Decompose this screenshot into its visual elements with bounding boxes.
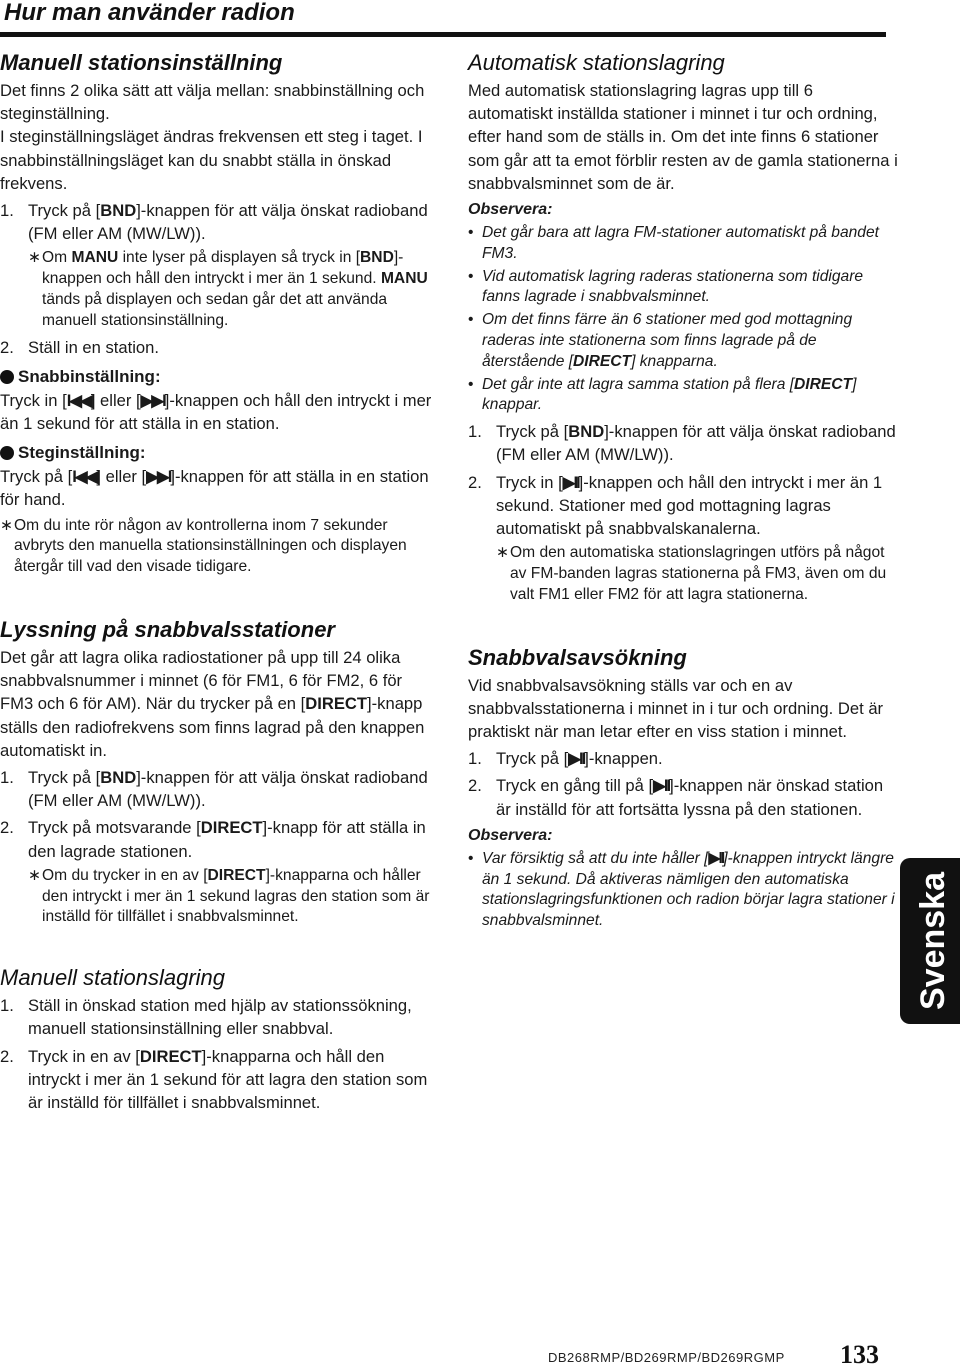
step-number: 1. xyxy=(468,422,482,442)
play-pause-icon: ▶II xyxy=(568,749,585,769)
preset-scan-intro: Vid snabbvalsavsökning ställs var och en av snabbvalsstationerna i minnet in i tur och ordning. Det är praktiskt när man letar efter en viss station i minnet. xyxy=(468,675,884,741)
right-column xyxy=(468,49,898,932)
asterisk-icon: ∗ xyxy=(496,544,510,562)
step-number: 2. xyxy=(468,776,482,796)
note-text: Om du inte rör någon av kontrollerna inom 7 sekunder avbryts den manuella stationsinställningen och displayen återgår till vad den visade tidigare. xyxy=(14,516,407,576)
note-text: Om xyxy=(42,249,72,267)
previous-track-icon: I◀◀ xyxy=(66,390,91,410)
step-number: 2. xyxy=(468,472,482,492)
auto-store-bullet xyxy=(468,223,898,265)
preset-scan-step-1 xyxy=(468,747,898,770)
text-run: Det går att lagra olika radiostationer på upp till 24 olika snabbvalsnummer i minnet (6 för FM1, 6 för FM2, 6 för FM3 och 6 för AM). När du trycker på en [ xyxy=(0,648,403,714)
next-track-icon: ▶▶I xyxy=(140,390,165,410)
play-pause-icon: ▶II xyxy=(708,849,724,867)
auto-store-observe-label: Observera: xyxy=(468,201,553,219)
text-run: Tryck på [ xyxy=(0,467,73,487)
step-number: 1. xyxy=(468,749,482,769)
preset-listen-heading: Lyssning på snabbvalsstationer xyxy=(0,617,335,643)
manual-tuning-note-1 xyxy=(0,248,432,331)
note-text: Om den automatiska stationslagringen utförs på något av FM-banden lagras stationerna på FM3, även om du valt FM1 eller FM2 för att lagra stationerna. xyxy=(510,544,887,603)
step-text: ]-knapparna och håll den intryckt i mer än 1 sekund för att lagra den station som är inställd för tillfället i snabbvalsminnet. xyxy=(28,1046,428,1113)
bullet-text: Om det finns färre än 6 stationer med god mottagning raderas inte stationerna som finns lagrade på de återstående [ xyxy=(482,311,853,370)
step-text: Tryck på [ xyxy=(496,422,569,442)
key-label-direct: DIRECT xyxy=(573,352,632,370)
language-tab-label: Svenska xyxy=(914,872,952,1010)
preset-scan-observe-label: Observera: xyxy=(468,826,553,844)
preset-scan-step-2 xyxy=(468,774,898,820)
previous-track-icon: I◀◀ xyxy=(72,467,97,487)
step-number: 2. xyxy=(0,337,14,357)
step-number: 2. xyxy=(0,818,14,838)
key-label-bnd: BND xyxy=(568,422,605,442)
bullet-text: ] knappar. xyxy=(482,375,857,414)
manual-store-section xyxy=(0,964,432,1114)
step-text: ]-knappen för att välja önskat radioband (FM eller AM (MW/LW)). xyxy=(28,768,428,811)
step-tuning-text xyxy=(0,465,432,511)
bullet-text: ]-knappen intryckt längre än 1 sekund. Då aktiveras nämligen den automatiska stationslagringsfunktionen och radion börjar lagra stationer i snabbvalsminnet. xyxy=(482,849,895,930)
key-label-direct: DIRECT xyxy=(794,375,853,393)
step-text: Tryck in en av [ xyxy=(28,1046,140,1066)
bullet-text: Det går inte att lagra samma station på flera [ xyxy=(482,375,795,393)
step-text: Tryck en gång till på [ xyxy=(496,776,654,796)
auto-store-intro: Med automatisk stationslagring lagras upp till 6 automatiskt inställda stationer i minnet i tur och ordning, efter hand som de ställs in. Om det inte finns 6 stationer som går att ta emot förblir resten av de gamla stationerna i snabbvalsminnet som de är. xyxy=(468,81,898,193)
seek-tuning-text xyxy=(0,389,432,435)
step-text: Tryck på [ xyxy=(28,201,101,221)
auto-store-section xyxy=(468,49,898,606)
step-text: Tryck in [ xyxy=(496,472,563,492)
bullet-text: Var försiktig så att du inte håller [ xyxy=(482,849,709,867)
footer-model-number: DB268RMP/BD269RMP/BD269RGMP xyxy=(548,1350,785,1365)
step-text: ]-knappen för att välja önskat radioband (FM eller AM (MW/LW)). xyxy=(28,201,428,244)
manual-tuning-heading: Manuell stationsinställning xyxy=(0,50,283,75)
preset-scan-bullet xyxy=(468,849,898,932)
key-label-direct: DIRECT xyxy=(305,694,368,714)
text-run: Tryck in [ xyxy=(0,390,67,410)
play-pause-icon: ▶II xyxy=(562,472,579,492)
note-text: tänds på displayen och sedan går det att använda manuell stationsinställning. xyxy=(42,291,388,329)
auto-store-step-2 xyxy=(468,471,898,541)
step-text: ]-knapp för att ställa in den lagrade stationen. xyxy=(28,818,426,861)
step-number: 1. xyxy=(0,768,14,788)
step-text: ]-knappen och håll den intryckt i mer än 1 sekund. Stationer med god mottagning lagras automatiskt på snabbvalskanalerna. xyxy=(496,472,883,538)
bullet-icon: • xyxy=(468,311,474,329)
manual-store-step-1 xyxy=(0,994,432,1040)
text-run: ]-knapp ställs den radiofrekvens som finns lagrad på den knappen automatiskt in. xyxy=(0,694,425,760)
bullet-dot-icon xyxy=(0,446,14,460)
step-text: ]-knappen när önskad station är inställd för att fortsätta lyssna på den stationen. xyxy=(496,776,884,819)
step-number: 1. xyxy=(0,201,14,221)
manual-tuning-section xyxy=(0,49,432,578)
auto-store-bullet xyxy=(468,310,898,372)
manual-tuning-note-2 xyxy=(0,516,432,578)
manual-store-heading: Manuell stationslagring xyxy=(0,965,226,991)
preset-scan-heading: Snabbvalsavsökning xyxy=(468,644,687,670)
left-column xyxy=(0,49,432,1114)
step-tuning-label: Steginställning: xyxy=(18,443,146,463)
preset-listen-step-2 xyxy=(0,816,432,862)
manual-tuning-step-1 xyxy=(0,199,432,245)
step-text: ]-knappen. xyxy=(584,749,663,769)
manual-store-step-2 xyxy=(0,1045,432,1115)
auto-store-bullet xyxy=(468,375,898,417)
manu-indicator: MANU xyxy=(71,249,119,267)
bullet-text: Det går bara att lagra FM-stationer automatiskt på bandet FM3. xyxy=(482,224,879,262)
note-text: ]-knappen och håll den intryckt i mer än 1 sekund. xyxy=(42,249,404,288)
auto-store-bullet xyxy=(468,267,898,309)
preset-listen-step-1 xyxy=(0,766,432,812)
manual-tuning-step-2 xyxy=(0,336,432,359)
page-number: 133 xyxy=(840,1340,879,1369)
seek-tuning-label: Snabbinställning: xyxy=(18,366,161,386)
text-run: ] eller [ xyxy=(96,467,147,487)
preset-listen-intro xyxy=(0,646,432,762)
key-label-direct: DIRECT xyxy=(207,866,266,884)
step-text: Tryck på motsvarande [ xyxy=(28,818,201,838)
step-text: Tryck på [ xyxy=(28,768,101,788)
preset-listen-note xyxy=(0,866,432,928)
page-header xyxy=(0,0,886,40)
bullet-icon: • xyxy=(468,224,474,242)
bullet-icon: • xyxy=(468,849,474,867)
asterisk-icon: ∗ xyxy=(28,866,42,884)
step-text: ]-knappen för att välja önskat radioband (FM eller AM (MW/LW)). xyxy=(496,422,896,465)
key-label-bnd: BND xyxy=(100,201,137,221)
asterisk-icon: ∗ xyxy=(28,249,42,267)
key-label-direct: DIRECT xyxy=(139,1046,202,1066)
step-text: Tryck på [ xyxy=(496,749,569,769)
note-text: inte lyser på displayen så tryck in [ xyxy=(118,249,361,267)
step-tuning-heading xyxy=(0,441,432,465)
note-text: Om du trycker in en av [ xyxy=(42,866,208,884)
preset-scan-section xyxy=(468,644,898,932)
asterisk-icon: ∗ xyxy=(0,516,14,534)
step-number: 2. xyxy=(0,1046,14,1066)
text-run: ]-knappen och håll den intryckt i mer än 1 sekund för att ställa in en station. xyxy=(0,390,432,434)
bullet-text: ] knapparna. xyxy=(631,352,718,370)
text-run: ]-knappen för att ställa in en station för hand. xyxy=(0,467,429,510)
header-rule xyxy=(0,32,886,37)
manu-indicator: MANU xyxy=(380,270,428,288)
step-number: 1. xyxy=(0,996,14,1016)
auto-store-note xyxy=(468,543,898,605)
text-run: ] eller [ xyxy=(90,390,141,410)
bullet-dot-icon xyxy=(0,370,14,384)
key-label-direct: DIRECT xyxy=(200,818,263,838)
preset-listen-section xyxy=(0,616,432,928)
manual-tuning-intro1: Det finns 2 olika sätt att välja mellan: snabbinställning och steginställning. xyxy=(0,81,425,124)
auto-store-heading: Automatisk stationslagring xyxy=(468,50,725,75)
auto-store-step-1 xyxy=(468,420,898,466)
language-tab xyxy=(900,858,960,1024)
play-pause-icon: ▶II xyxy=(653,776,670,796)
bullet-icon: • xyxy=(468,267,474,285)
bullet-text: Vid automatisk lagring raderas stationerna som tidigare fanns lagrade i snabbvalsminnet. xyxy=(482,267,864,306)
seek-tuning-heading xyxy=(0,365,432,389)
manual-tuning-intro2: I steginställningsläget ändras frekvensen ett steg i taget. I snabbinställningsläget kan du snabbt ställa in önskad frekvens. xyxy=(0,127,423,193)
key-label-bnd: BND xyxy=(100,768,137,788)
page-title: Hur man använder radion xyxy=(4,0,295,26)
bullet-icon: • xyxy=(468,375,474,393)
note-text: ]-knapparna och håller den intryckt i mer än 1 sekund lagras den station som är inställd för tillfället i snabbvalsminnet. xyxy=(42,866,430,926)
key-label-bnd: BND xyxy=(360,249,394,267)
next-track-icon: ▶▶I xyxy=(146,467,171,487)
step-text: Ställ in en station. xyxy=(28,337,159,357)
step-text: Ställ in önskad station med hjälp av stationssökning, manuell stationsinställning eller snabbval. xyxy=(28,996,412,1039)
